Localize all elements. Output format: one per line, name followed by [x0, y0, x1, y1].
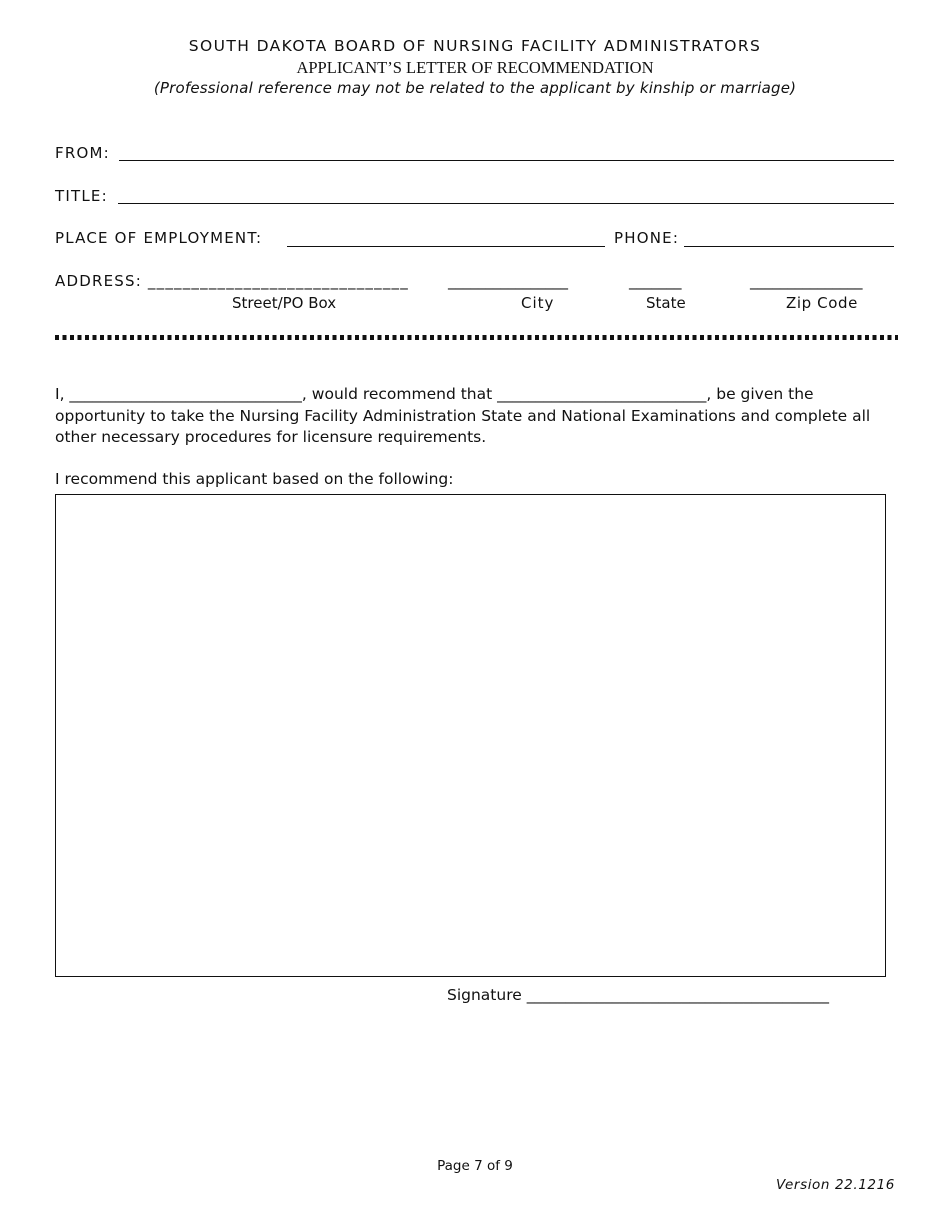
from-field[interactable]: [119, 160, 894, 161]
form-title: APPLICANT’S LETTER OF RECOMMENDATION: [296, 58, 654, 77]
state-field[interactable]: _______: [629, 272, 682, 290]
address-label[interactable]: ADDRESS: ______________________________: [55, 272, 409, 290]
phone-label: PHONE:: [614, 229, 680, 247]
title-label: TITLE:: [55, 187, 108, 205]
version-label: Version 22.1216: [775, 1177, 895, 1193]
basis-label: I recommend this applicant based on the following:: [55, 470, 454, 488]
signature-line[interactable]: Signature _______________________________________: [447, 986, 829, 1004]
recommendation-textbox[interactable]: [55, 494, 886, 977]
city-field[interactable]: ________________: [448, 272, 568, 290]
recommendation-statement: I, ______________________________, would recommend that ___________________________, be given the opportunity to take the Nursing Facility Administration State and National Examinations and complete all other necessary procedures for licensure requirements.: [55, 385, 871, 446]
title-field[interactable]: [118, 203, 894, 204]
organization-name: SOUTH DAKOTA BOARD OF NURSING FACILITY ADMINISTRATORS: [188, 37, 762, 55]
city-sublabel: City: [521, 294, 555, 312]
employment-field[interactable]: [287, 246, 605, 247]
page-number: Page 7 of 9: [437, 1158, 513, 1174]
dotted-divider: [55, 335, 898, 340]
street-sublabel: Street/PO Box: [232, 294, 337, 312]
state-sublabel: State: [646, 294, 686, 312]
phone-field[interactable]: [684, 246, 894, 247]
from-label: FROM:: [55, 144, 110, 162]
employment-label: PLACE OF EMPLOYMENT:: [55, 229, 263, 247]
zip-sublabel: Zip Code: [786, 294, 858, 312]
zip-field[interactable]: _______________: [750, 272, 863, 290]
form-note: (Professional reference may not be related to the applicant by kinship or marriage): [153, 79, 797, 97]
